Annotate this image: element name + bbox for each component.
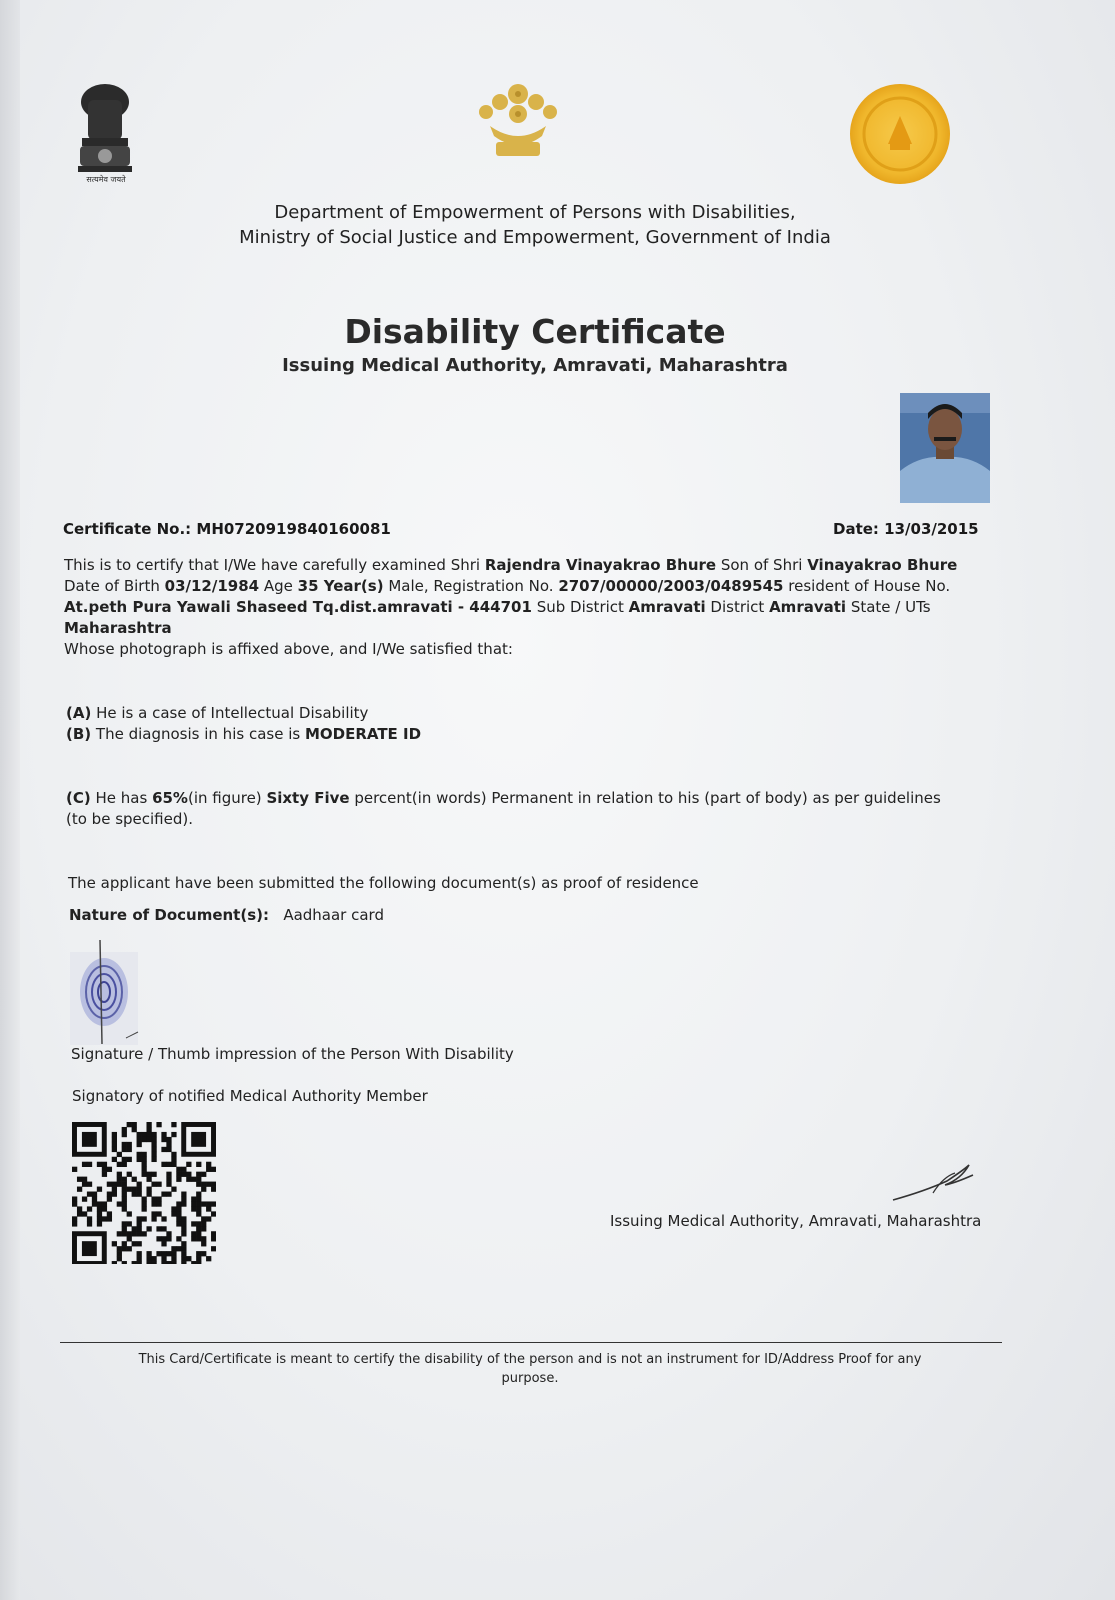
- certificate-number-value: MH0720919840160081: [196, 520, 391, 538]
- item-b: [66, 725, 421, 743]
- item-c-text: percent(in words) Permanent in relation to his (part of body) as per guidelines: [349, 789, 941, 807]
- certificate-title: Disability Certificate: [344, 312, 726, 351]
- department-block: [0, 200, 1070, 250]
- thumb-caption: Signature / Thumb impression of the Person With Disability: [71, 1045, 514, 1063]
- body-text: resident of House No.: [783, 577, 951, 595]
- maharashtra-seal-icon: [848, 82, 952, 186]
- certificate-date: [833, 520, 979, 538]
- certificate-number: [63, 520, 391, 538]
- certification-paragraph: [64, 555, 994, 660]
- item-a-label: (A): [66, 704, 92, 722]
- document-label: Nature of Document(s):: [69, 906, 269, 924]
- department-line-2: Ministry of Social Justice and Empowerment, Government of India: [239, 227, 831, 248]
- item-a: [66, 704, 368, 722]
- department-line-1: Department of Empowerment of Persons with Disabilities,: [274, 202, 796, 223]
- item-c-text: (in figure): [187, 789, 267, 807]
- age: 35 Year(s): [297, 577, 384, 595]
- date-of-birth: 03/12/1984: [164, 577, 260, 595]
- ashoka-caption: सत्यमेव जयते: [86, 175, 126, 184]
- signatory-caption: Signatory of notified Medical Authority Member: [72, 1087, 428, 1105]
- thumb-impression: [70, 940, 140, 1045]
- body-text: This is to certify that I/We have carefully examined Shri: [64, 556, 485, 574]
- qr-code: [72, 1122, 216, 1264]
- body-text: Son of Shri: [716, 556, 808, 574]
- applicant-name: Rajendra Vinayakrao Bhure: [484, 556, 717, 574]
- footer-disclaimer: [100, 1350, 960, 1388]
- body-text: Sub District: [531, 598, 629, 616]
- certificate-number-label: Certificate No.:: [63, 520, 192, 538]
- footer-line-1: This Card/Certificate is meant to certify the disability of the person and is not an instrument for ID/Address Proof for any: [138, 1352, 922, 1367]
- disability-percent-words: Sixty Five: [266, 789, 350, 807]
- body-text: District: [705, 598, 770, 616]
- authority-signature: [885, 1155, 985, 1210]
- body-text: Age: [259, 577, 298, 595]
- item-c-label: (C): [66, 789, 91, 807]
- item-a-text: He is a case of Intellectual Disability: [91, 704, 369, 722]
- applicant-photo: [900, 393, 990, 503]
- ashoka-emblem-icon: [70, 80, 140, 190]
- certificate-subtitle: Issuing Medical Authority, Amravati, Maharashtra: [282, 355, 788, 376]
- nature-of-document: [69, 906, 384, 924]
- registration-number: 2707/00000/2003/0489545: [558, 577, 784, 595]
- diagnosis-value: MODERATE ID: [304, 725, 422, 743]
- address: At.peth Pura Yawali Shaseed Tq.dist.amravati - 444701: [64, 598, 532, 616]
- body-text: Date of Birth: [64, 577, 165, 595]
- document-value: Aadhaar card: [283, 906, 384, 924]
- body-text: State / UTs: [846, 598, 931, 616]
- state: Maharashtra: [64, 619, 172, 637]
- certificate-date-label: Date:: [833, 520, 879, 538]
- body-text: Male, Registration No.: [383, 577, 559, 595]
- item-b-label: (B): [66, 725, 92, 743]
- father-name: Vinayakrao Bhure: [807, 556, 958, 574]
- disability-percent: 65%: [152, 789, 188, 807]
- sub-district: Amravati: [628, 598, 706, 616]
- photo-statement: Whose photograph is affixed above, and I/We satisfied that:: [64, 640, 513, 658]
- footer-line-2: purpose.: [501, 1371, 559, 1386]
- certificate-date-value: 13/03/2015: [884, 520, 979, 538]
- item-c-continued: (to be specified).: [66, 810, 193, 828]
- residence-statement: The applicant have been submitted the following document(s) as proof of residence: [68, 874, 699, 892]
- item-c-text: He has: [90, 789, 153, 807]
- sugamya-emblem-icon: [470, 76, 566, 166]
- issuing-authority-caption: Issuing Medical Authority, Amravati, Maharashtra: [610, 1212, 982, 1230]
- district: Amravati: [769, 598, 847, 616]
- item-c: [66, 789, 941, 807]
- item-b-text: The diagnosis in his case is: [91, 725, 305, 743]
- footer-divider: [60, 1342, 1002, 1343]
